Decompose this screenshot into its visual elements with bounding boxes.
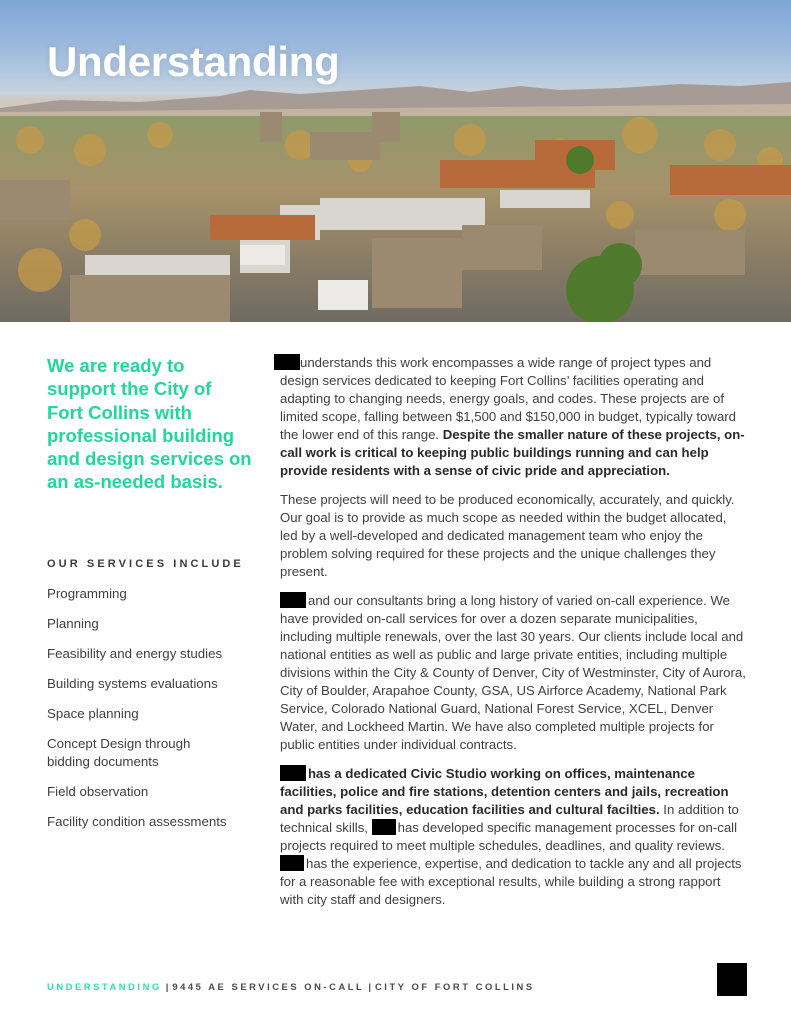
service-item: Planning <box>47 616 99 631</box>
services-heading: OUR SERVICES INCLUDE <box>47 558 244 570</box>
redacted-company-name <box>372 819 396 835</box>
footer-project: 9445 AE SERVICES ON-CALL <box>172 981 365 992</box>
service-item: Feasibility and energy studies <box>47 646 223 661</box>
footer-separator: | <box>368 981 371 992</box>
paragraph-emphasis: Despite the smaller nature of these projects, on-call work is critical to keeping public buildings running and can help provide residents with a sense of civic pride and appreciation. <box>280 427 745 478</box>
redacted-company-name <box>280 592 306 608</box>
service-item: Building systems evaluations <box>47 676 218 691</box>
service-item: Field observation <box>47 784 149 799</box>
service-item: Space planning <box>47 706 139 721</box>
services-list <box>47 585 257 843</box>
redacted-company-name <box>274 354 300 370</box>
page-footer <box>47 981 535 992</box>
tagline: We are ready to support the City of Fort Collins with professional building and design services on an as-needed basis. <box>47 355 252 493</box>
redacted-company-name <box>280 765 306 781</box>
page-title: Understanding <box>47 38 340 85</box>
paragraph-text: has developed specific management processes for on-call projects required to meet multiple schedules, deadlines, and quality reviews. <box>280 820 738 853</box>
body-text <box>280 354 746 920</box>
paragraph-approach: These projects will need to be produced economically, accurately, and quickly. Our goal is to provide as much scope as needed within the budget allocated, led by a well-developed and dedicated management team who enjoy the problem solving required for these projects and the unique challenges they present. <box>280 492 735 579</box>
paragraph-text: understands this work encompasses a wide range of project types and design services dedicated to keeping Fort Collins’ facilities operating and adapting to changing needs, energy goals, and codes. These projects are of limited scope, falling between $1,500 and $150,000 in budget, typically toward the lower end of this range. <box>280 355 737 442</box>
footer-client: CITY OF FORT COLLINS <box>374 981 535 992</box>
paragraph-experience <box>280 592 746 754</box>
paragraph-emphasis: has a dedicated Civic Studio working on offices, maintenance facilities, police and fire stations, detention centers and jails, recreation and parks facilities, education facilities and cultural facilties. <box>280 766 729 817</box>
footer-separator: | <box>165 981 169 992</box>
paragraph-civic-studio <box>280 765 746 909</box>
sidebar <box>47 354 252 494</box>
paragraph-scope <box>280 354 746 480</box>
service-item: Concept Design through bidding documents <box>47 736 191 769</box>
paragraph-text: and our consultants bring a long history of varied on-call experience. We have provided on-call services for over a dozen separate municipalities, including multiple renewals, over the last 30 years. Our clients include local and national entities as well as public and large private entities, including multiple divisions within the City & County of Denver, City of Westminster, City of Aurora, City of Boulder, Arapahoe County, GSA, US Airforce Academy, National Park Service, Colorado National Guard, National Forest Service, XCEL, Denver Water, and Lockheed Martin. We have also completed multiple projects for public entities under individual contracts. <box>280 593 746 752</box>
redacted-page-number <box>717 963 747 996</box>
redacted-company-name <box>280 855 304 871</box>
paragraph-text: has the experience, expertise, and dedication to tackle any and all projects for a reasonable fee with exceptional results, while building a strong rapport with city staff and designers. <box>280 856 742 907</box>
paragraph-text: In addition to technical skills, <box>280 802 739 835</box>
hero-banner <box>0 0 791 322</box>
footer-section: UNDERSTANDING <box>47 981 162 992</box>
service-item: Facility condition assessments <box>47 814 227 829</box>
service-item: Programming <box>47 586 127 601</box>
